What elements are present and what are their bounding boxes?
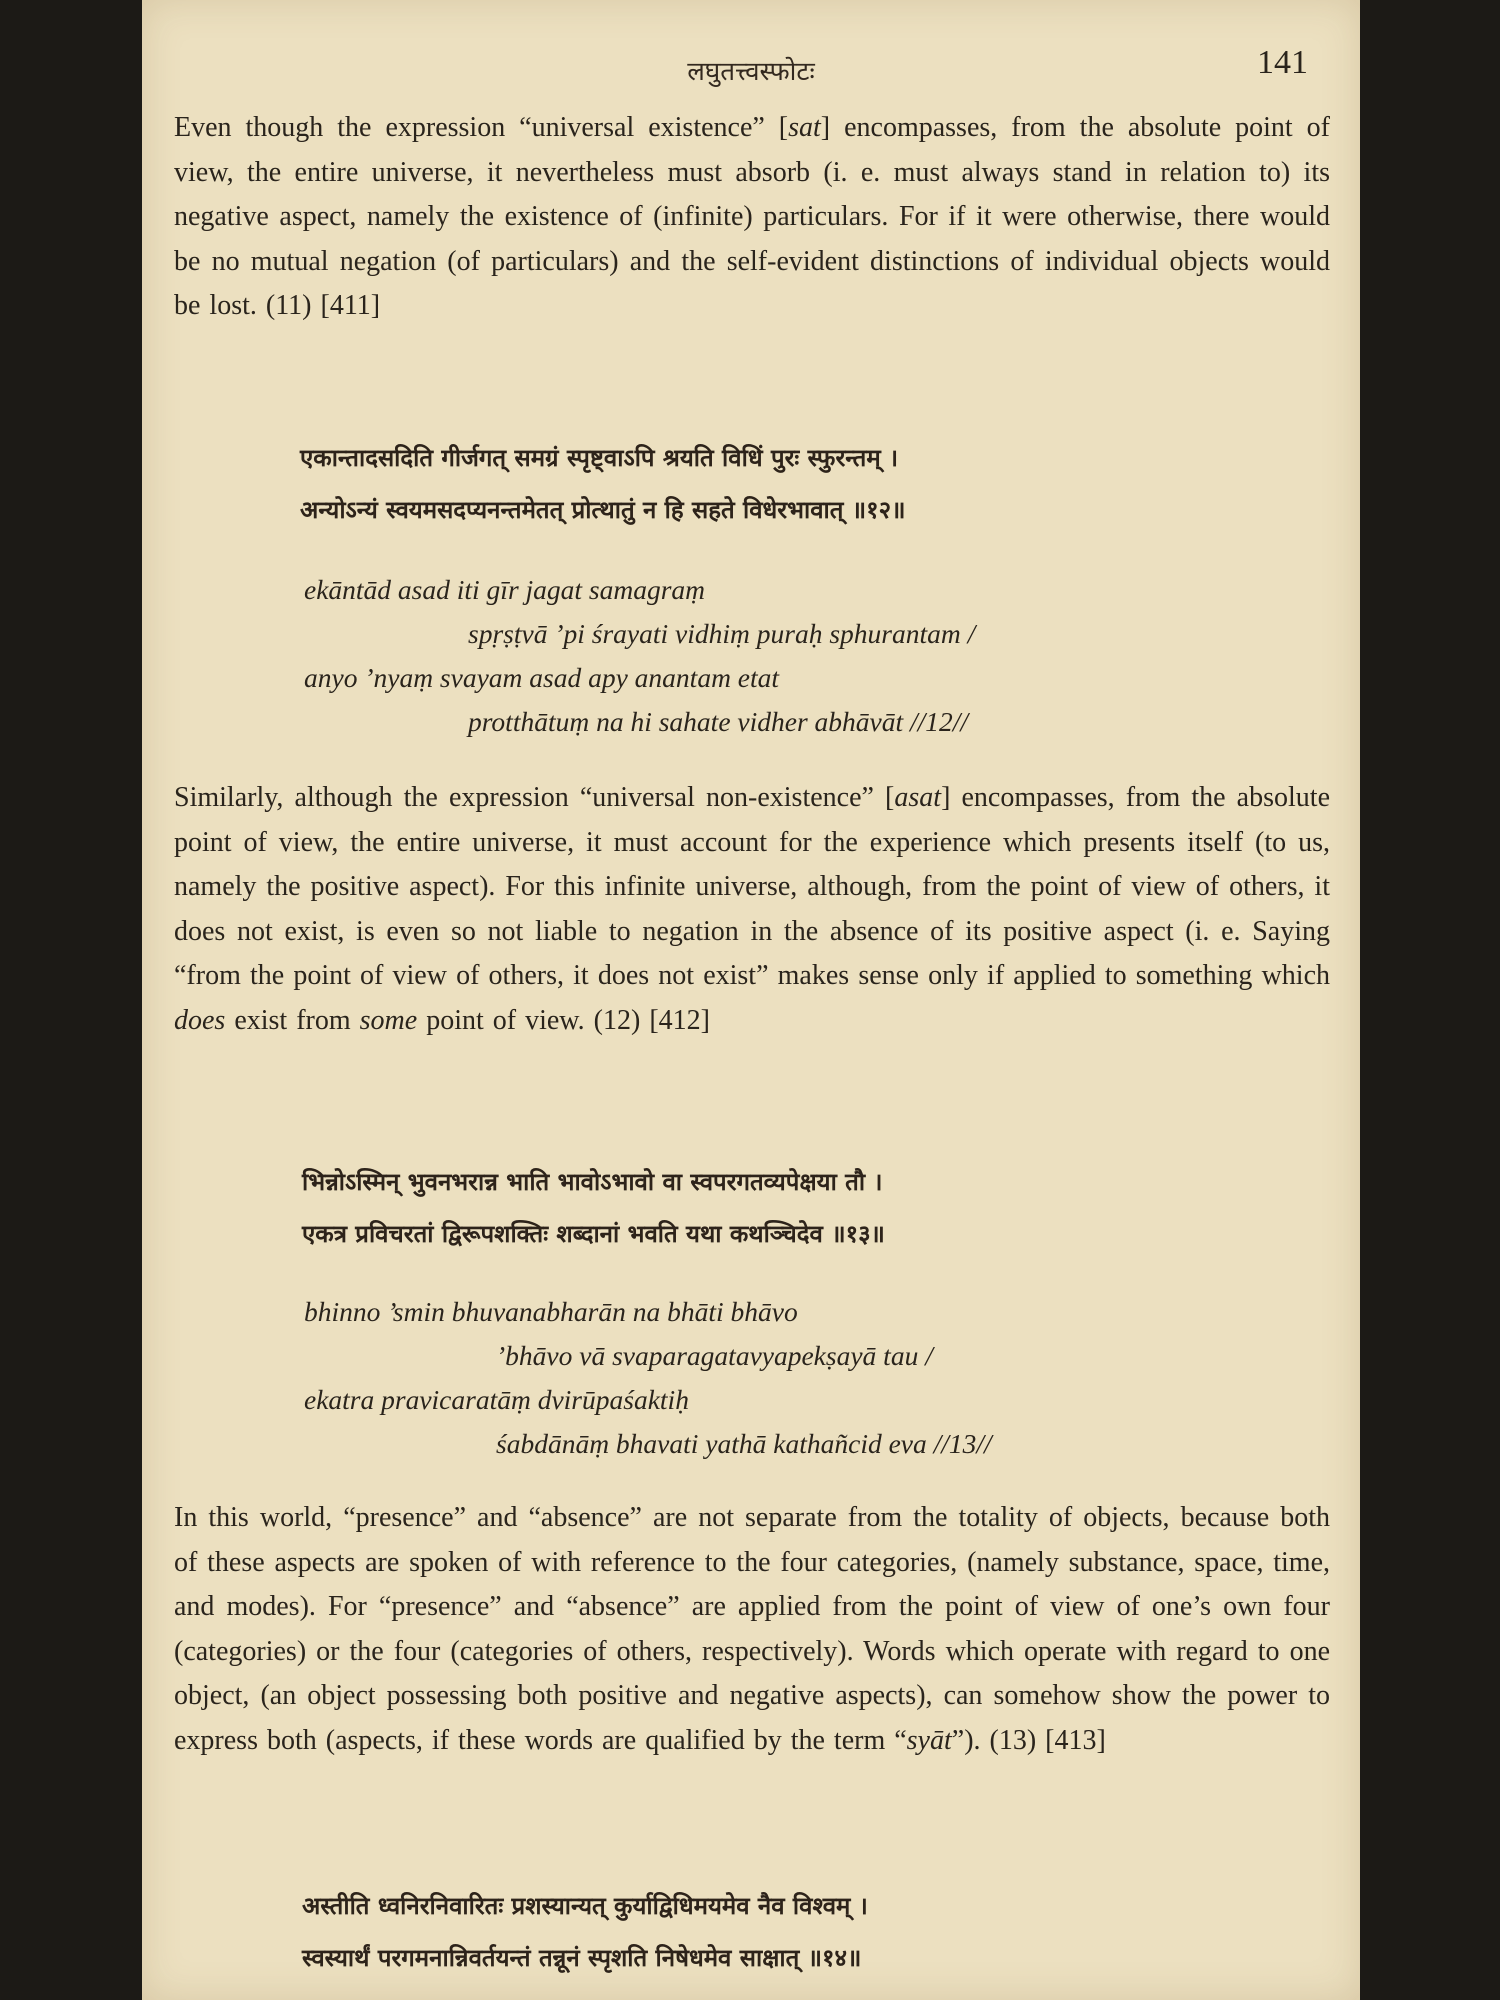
verse-12-devanagari xyxy=(300,432,1280,536)
paragraph-13 xyxy=(174,1496,1330,1763)
paragraph-text: Similarly, although the expression “universal non-existence” [ xyxy=(174,782,895,813)
paragraph-12 xyxy=(174,776,1330,1043)
page-number: 141 xyxy=(1257,44,1308,81)
running-head: लघुतत्त्वस्फोटः xyxy=(687,57,815,87)
transliteration-line: ekāntād asad iti gīr jagat samagraṃ xyxy=(304,574,706,605)
devanagari-line: एकान्तादसदिति गीर्जगत् समग्रं स्पृष्ट्वाऽपि श्रयति विधिं पुरः स्फुरन्तम् । xyxy=(300,444,899,472)
devanagari-line: भिन्नोऽस्मिन् भुवनभरान्न भाति भावोऽभावो वा स्वपरगतव्यपेक्षया तौ । xyxy=(302,1168,883,1196)
devanagari-line: अस्तीति ध्वनिरनिवारितः प्रशस्यान्यत् कुर्याद्विधिमयमेव नैव विश्वम् । xyxy=(302,1892,868,1920)
transliteration-line: ’bhāvo vā svaparagatavyapekṣayā tau / xyxy=(496,1340,933,1371)
paragraph-text: Even though the expression “universal existence” [ xyxy=(174,112,789,143)
transliteration-line: bhinno ’smin bhuvanabharān na bhāti bhāvo xyxy=(304,1296,798,1327)
paragraph-text: ] encompasses, from the absolute point of view, the entire universe, it nevertheless must absorb (i. e. must always stand in relation to) its negative aspect, namely the existence of (infinite) particulars. For if it were otherwise, there would be no mutual negation (of particulars) and the self-evident distinctions of individual objects would be lost. (11) [411] xyxy=(174,112,1330,321)
term-italic: asat xyxy=(894,782,942,813)
verse-14-devanagari xyxy=(302,1880,1280,1984)
devanagari-line: स्वस्यार्थं परगमनान्निवर्तयन्तं तन्नूनं स्पृशति निषेधमेव साक्षात् ॥१४॥ xyxy=(302,1944,862,1972)
transliteration-line: śabdānāṃ bhavati yathā kathañcid eva //13// xyxy=(496,1428,992,1459)
paragraph-text: exist from xyxy=(225,1004,360,1036)
paragraph-text: point of view. (12) [412] xyxy=(417,1004,710,1036)
devanagari-line: अन्योऽन्यं स्वयमसदप्यनन्तमेतत् प्रोत्थातुं न हि सहते विधेरभावात् ॥१२॥ xyxy=(300,496,906,524)
page-header xyxy=(142,44,1360,94)
transliteration-line: spṛṣṭvā ’pi śrayati vidhiṃ puraḥ sphurantam / xyxy=(468,618,976,649)
transliteration-line: protthātuṃ na hi sahate vidher abhāvāt //12// xyxy=(468,706,969,737)
transliteration-line: anyo ’nyaṃ svayam asad apy anantam etat xyxy=(304,662,780,693)
paragraph-text: ”). (13) [413] xyxy=(951,1724,1106,1756)
term-italic: syāt xyxy=(906,1724,952,1756)
paragraph-text: In this world, “presence” and “absence” are not separate from the totality of objects, because both of these aspects are spoken of with reference to the four categories, (namely substance, space, time, and modes). For “presence” and “absence” are applied from the point of view of one’s own four (categories) or the four (categories of others, respectively). Words which operate with regard to one object, (an object possessing both positive and negative aspects), can somehow show the power to express both (aspects, if these words are qualified by the term “ xyxy=(174,1502,1330,1756)
transliteration-line: ekatra pravicaratāṃ dvirūpaśaktiḥ xyxy=(304,1384,689,1415)
paragraph-11 xyxy=(174,106,1330,329)
term-italic: some xyxy=(359,1004,418,1036)
book-page xyxy=(142,0,1360,2000)
devanagari-line: एकत्र प्रविचरतां द्विरूपशक्तिः शब्दानां भवति यथा कथञ्चिदेव ॥१३॥ xyxy=(302,1220,885,1248)
verse-13-transliteration xyxy=(304,1290,1300,1466)
verse-13-devanagari xyxy=(302,1156,1280,1260)
term-italic: does xyxy=(174,1004,226,1036)
term-italic: sat xyxy=(788,112,821,143)
verse-12-transliteration xyxy=(304,568,1300,744)
paragraph-text: ] encompasses, from the absolute point of view, the entire universe, it must account for the experience which presents itself (to us, namely the positive aspect). For this infinite universe, although, from the point of view of others, it does not exist, is even so not liable to negation in the absence of its positive aspect (i. e. Saying “from the point of view of others, it does not exist” makes sense only if applied to something which xyxy=(174,782,1330,991)
